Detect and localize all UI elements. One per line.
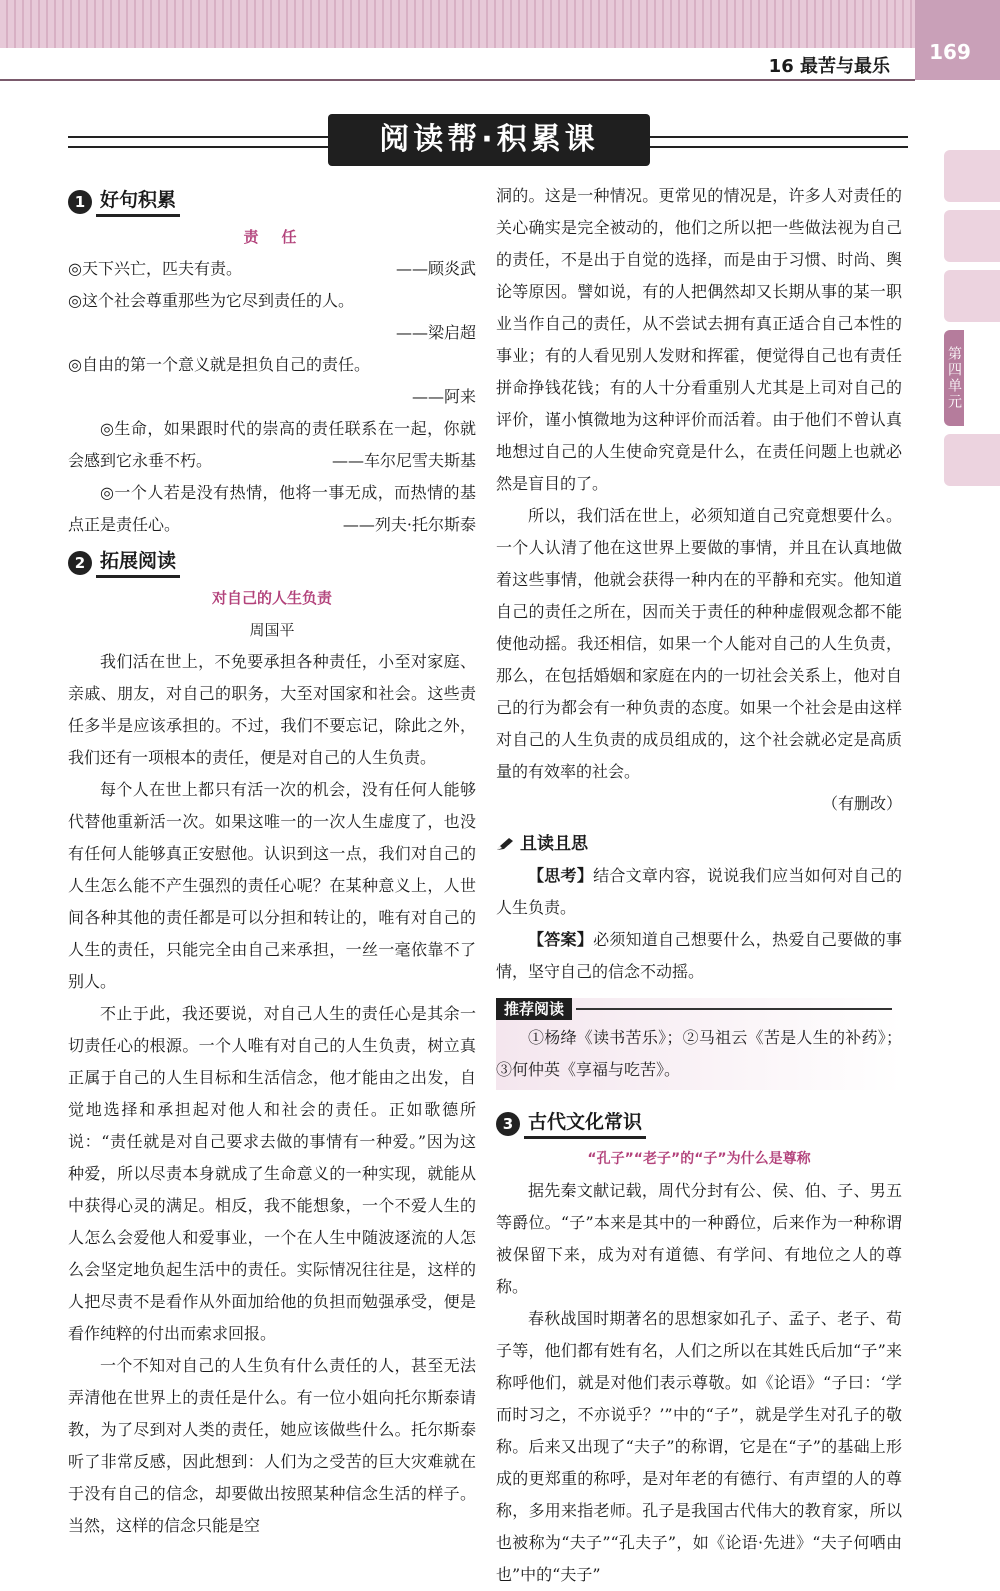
side-tabs xyxy=(944,150,1000,494)
banner xyxy=(68,114,908,166)
quote-text: ◎这个社会尊重那些为它尽到责任的人。 xyxy=(68,291,354,310)
quote-text: ◎天下兴亡，匹夫有责。 xyxy=(68,259,242,278)
answer-text: 必须知道自己想要什么，热爱自己要做的事情，坚守自己的信念不动摇。 xyxy=(496,930,902,981)
paragraph: 我们活在世上，不免要承担各种责任，小至对家庭、亲戚、朋友，对自己的职务，大至对国家和社会。这些责任多半是应该承担的。不过，我们不要忘记，除此之外，我们还有一项根本的责任，便是对自己的人生负责。 xyxy=(68,652,476,767)
section-header xyxy=(496,1108,902,1139)
quote-source: ——阿来 xyxy=(411,387,476,406)
side-tab xyxy=(944,434,1000,486)
section-title: 好句积累 xyxy=(96,186,180,217)
question-text: 结合文章内容，说说我们应当如何对自己的人生负责。 xyxy=(496,866,902,917)
section-number: 1 xyxy=(68,190,92,214)
side-tab xyxy=(944,270,1000,322)
quote-text: ◎生命，如果跟时代的崇高的责任联系在一起，你就会感到它永垂不朽。 xyxy=(68,419,476,470)
think-title: 且读且思 xyxy=(520,834,588,854)
side-tab-active: 第四单元 xyxy=(944,330,964,426)
quote-source: ——顾炎武 xyxy=(395,259,476,278)
sub-title: 责 任 xyxy=(243,228,301,246)
recommend-tag: 推荐阅读 xyxy=(496,998,572,1020)
header-rule xyxy=(0,79,915,81)
side-tab xyxy=(944,150,1000,202)
paragraph: 所以，我们活在世上，必须知道自己究竟想要什么。一个人认清了他在这世界上要做的事情，并且在认真地做着这些事情，他就会获得一种内在的平静和充实。他知道自己的责任之所在，因而关于责任的种种虚假观念都不能使他动摇。我还相信，如果一个人能对自己的人生负责，那么，在包括婚姻和家庭在内的一切社会关系上，他对自己的行为都会有一种负责的态度。如果一个社会是由这样对自己的人生负责的成员组成的，这个社会就必定是高质量的有效率的社会。 xyxy=(496,506,902,781)
quote-source: ——梁启超 xyxy=(395,323,476,342)
recommend-rule xyxy=(576,1008,892,1010)
question-label: 【思考】 xyxy=(528,866,594,885)
left-column xyxy=(68,180,476,1542)
section-title: 拓展阅读 xyxy=(96,547,180,578)
article-title: 对自己的人生负责 xyxy=(211,589,332,607)
answer-label: 【答案】 xyxy=(528,930,594,949)
header-band xyxy=(0,0,915,48)
paragraph: 洞的。这是一种情况。更常见的情况是，许多人对责任的关心确实是完全被动的，他们之所以把一些做法视为自己的责任，不是出于自觉的选择，而是由于习惯、时尚、舆论等原因。譬如说，有的人把偶然却又长期从事的某一职业当作自己的责任，从不尝试去拥有真正适合自己本性的事业；有的人看见别人发财和挥霍，便觉得自己也有责任拼命挣钱花钱；有的人十分看重别人尤其是上司对自己的评价，谨小慎微地为这种评价而活着。由于他们不曾认真地想过自己的人生使命究竟是什么，在责任问题上也就必然是盲目的了。 xyxy=(496,186,902,493)
article-author: 周国平 xyxy=(249,621,295,639)
quote-source: ——车尔尼雪夫斯基 xyxy=(331,451,476,470)
section-number: 3 xyxy=(496,1112,520,1136)
quote-text: ◎自由的第一个意义就是担负自己的责任。 xyxy=(68,355,370,374)
right-column xyxy=(496,180,902,1591)
edit-note: （有删改） xyxy=(821,794,902,813)
banner-title: 阅读帮·积累课 xyxy=(328,114,650,166)
section-number: 2 xyxy=(68,551,92,575)
recommend-box xyxy=(496,998,902,1090)
section-header xyxy=(68,547,476,578)
paragraph: 每个人在世上都只有活一次的机会，没有任何人能够代替他重新活一次。如果这唯一的一次人生虚度了，也没有任何人能够真正安慰他。认识到这一点，我们对自己的人生怎么能不产生强烈的责任心呢？在某种意义上，人世间各种其他的责任都是可以分担和转让的，唯有对自己的人生的责任，只能完全由自己来承担，一丝一毫依靠不了别人。 xyxy=(68,780,476,991)
page-number: 169 xyxy=(929,40,971,64)
paragraph: 据先秦文献记载，周代分封有公、侯、伯、子、男五等爵位。“子”本来是其中的一种爵位，后来作为一种称谓被保留下来，成为对有道德、有学问、有地位之人的尊称。 xyxy=(496,1181,902,1296)
recommend-text: ①杨绛《读书苦乐》；②马祖云《苦是人生的补药》；③何仲英《享福与吃苦》。 xyxy=(496,1028,902,1079)
think-header xyxy=(496,828,902,860)
sub-title: “孔子”“老子”的“子”为什么是尊称 xyxy=(587,1151,811,1167)
paragraph: 一个不知对自己的人生负有什么责任的人，甚至无法弄清他在世界上的责任是什么。有一位小姐向托尔斯泰请教，为了尽到对人类的责任，她应该做些什么。托尔斯泰听了非常反感，因此想到：人们为之受苦的巨大灾难就在于没有自己的信念，却要做出按照某种信念生活的样子。当然，这样的信念只能是空 xyxy=(68,1356,476,1535)
section-header xyxy=(68,186,476,217)
section-title: 古代文化常识 xyxy=(524,1108,646,1139)
quote-text: ◎一个人若是没有热情，他将一事无成，而热情的基点正是责任心。 xyxy=(68,483,476,534)
side-tab xyxy=(944,210,1000,262)
paragraph: 不止于此，我还要说，对自己人生的责任心是其余一切责任心的根源。一个人唯有对自己的人生负责，树立真正属于自己的人生目标和生活信念，他才能由之出发，自觉地选择和承担起对他人和社会的责任。正如歌德所说：“责任就是对自己要求去做的事情有一种爱。”因为这种爱，所以尽责本身就成了生命意义的一种实现，就能从中获得心灵的满足。相反，我不能想象，一个不爱人生的人怎么会爱他人和爱事业，一个在人生中随波逐流的人怎么会坚定地负起生活中的责任。实际情况往往是，这样的人把尽责不是看作从外面加给他的负担而勉强承受，便是看作纯粹的付出而索求回报。 xyxy=(68,1004,476,1343)
quote-source: ——列夫·托尔斯泰 xyxy=(342,515,476,534)
paragraph: 春秋战国时期著名的思想家如孔子、孟子、老子、荀子等，他们都有姓有名，人们之所以在其姓氏后加“子”来称呼他们，就是对他们表示尊敬。如《论语》“子曰：‘学而时习之，不亦说乎？’”中的“子”，就是学生对孔子的敬称。后来又出现了“夫子”的称谓，它是在“子”的基础上形成的更郑重的称呼，是对年老的有德行、有声望的人的尊称，多用来指老师。孔子是我国古代伟大的教育家，所以也被称为“夫子”“孔夫子”，如《论语·先进》“夫子何哂由也”中的“夫子” xyxy=(496,1309,902,1584)
pencil-icon xyxy=(496,837,514,851)
chapter-title: 16 最苦与最乐 xyxy=(768,56,890,77)
